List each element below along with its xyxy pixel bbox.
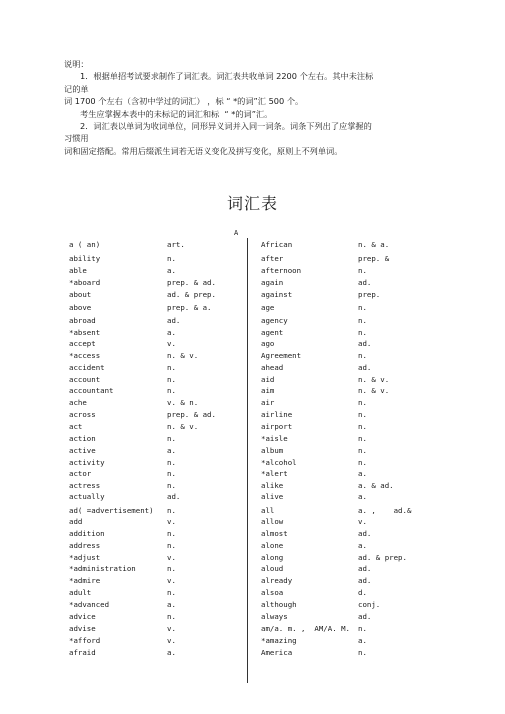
entry-word: about	[69, 290, 92, 299]
intro-line: 2．词汇表以单词为收词单位，同形异义词并入同一词条。词条下列出了应掌握的	[80, 121, 372, 132]
entry-part-of-speech: ad.	[358, 339, 372, 348]
entry-word: *adjust	[69, 553, 101, 562]
entry-word: agency	[261, 316, 288, 325]
intro-notes	[64, 58, 444, 157]
entry-word: *alcohol	[261, 458, 297, 467]
entry-part-of-speech: n.	[167, 254, 176, 263]
entry-word: aim	[261, 386, 275, 395]
entry-word: again	[261, 278, 284, 287]
entry-word: African	[261, 240, 293, 249]
entry-part-of-speech: a.	[358, 636, 367, 645]
entry-part-of-speech: v.	[358, 517, 367, 526]
entry-word: airport	[261, 422, 293, 431]
entry-word: accountant	[69, 386, 114, 395]
entry-part-of-speech: prep. & ad.	[167, 410, 216, 419]
entry-word: address	[69, 541, 101, 550]
entry-word: ago	[261, 339, 275, 348]
entry-part-of-speech: n.	[167, 375, 176, 384]
entry-part-of-speech: n.	[167, 386, 176, 395]
entry-part-of-speech: ad.	[358, 564, 372, 573]
entry-word: already	[261, 576, 293, 585]
intro-line: 习惯用	[64, 133, 89, 144]
entry-word: allow	[261, 517, 284, 526]
entry-part-of-speech: prep.	[358, 290, 381, 299]
section-letter: A	[234, 229, 239, 237]
entry-word: a ( an)	[69, 240, 101, 249]
entry-word: *aisle	[261, 434, 288, 443]
entry-word: adult	[69, 588, 92, 597]
entry-word: alsoa	[261, 588, 284, 597]
entry-part-of-speech: ad.	[358, 363, 372, 372]
entry-word: after	[261, 254, 284, 263]
entry-word: age	[261, 303, 275, 312]
entry-word: alike	[261, 481, 284, 490]
intro-line: 考生应掌握本表中的未标记的词汇和标 “ *的词”汇。	[80, 108, 273, 119]
entry-part-of-speech: a.	[167, 600, 176, 609]
entry-word: ahead	[261, 363, 284, 372]
entry-part-of-speech: v.	[167, 636, 176, 645]
entry-word: always	[261, 612, 288, 621]
entry-word: afternoon	[261, 266, 302, 275]
entry-word: activity	[69, 458, 105, 467]
entry-word: album	[261, 446, 284, 455]
entry-part-of-speech: n.	[358, 648, 367, 657]
entry-part-of-speech: v.	[167, 624, 176, 633]
entry-part-of-speech: n.	[167, 363, 176, 372]
entry-part-of-speech: n.	[358, 303, 367, 312]
entry-word: account	[69, 375, 101, 384]
entry-part-of-speech: n.	[167, 506, 176, 515]
entry-part-of-speech: n.	[167, 469, 176, 478]
entry-part-of-speech: a.	[167, 328, 176, 337]
entry-part-of-speech: a. & ad.	[358, 481, 394, 490]
entry-part-of-speech: a.	[358, 492, 367, 501]
entry-word: actress	[69, 481, 101, 490]
entry-part-of-speech: ad.	[358, 278, 372, 287]
entry-part-of-speech: a.	[167, 446, 176, 455]
column-divider	[247, 238, 248, 683]
entry-word: although	[261, 600, 297, 609]
entry-word: ache	[69, 398, 87, 407]
entry-word: airline	[261, 410, 293, 419]
entry-part-of-speech: a.	[358, 541, 367, 550]
entry-word: actually	[69, 492, 105, 501]
entry-word: alone	[261, 541, 284, 550]
entry-word: add	[69, 517, 83, 526]
entry-word: advise	[69, 624, 96, 633]
entry-part-of-speech: n.	[358, 351, 367, 360]
entry-word: action	[69, 434, 96, 443]
entry-part-of-speech: v.	[167, 517, 176, 526]
entry-word: am/a. m. , AM/A. M.	[261, 624, 350, 633]
entry-part-of-speech: n.	[358, 624, 367, 633]
entry-part-of-speech: n.	[167, 588, 176, 597]
entry-part-of-speech: ad.	[167, 316, 181, 325]
entry-word: *admire	[69, 576, 101, 585]
entry-part-of-speech: n. & v.	[358, 386, 390, 395]
entry-word: *advanced	[69, 600, 110, 609]
entry-part-of-speech: v. & n.	[167, 398, 199, 407]
entry-word: able	[69, 266, 87, 275]
entry-part-of-speech: n.	[167, 481, 176, 490]
entry-part-of-speech: ad. & prep.	[167, 290, 216, 299]
entry-word: alive	[261, 492, 284, 501]
entry-word: accept	[69, 339, 96, 348]
entry-word: almost	[261, 529, 288, 538]
entry-part-of-speech: n. & v.	[167, 351, 199, 360]
intro-line: 记的单	[64, 83, 89, 94]
entry-part-of-speech: v.	[167, 576, 176, 585]
entry-word: Agreement	[261, 351, 302, 360]
entry-part-of-speech: n.	[358, 266, 367, 275]
entry-part-of-speech: n.	[358, 458, 367, 467]
entry-part-of-speech: n.	[167, 541, 176, 550]
entry-word: across	[69, 410, 96, 419]
entry-part-of-speech: a.	[358, 469, 367, 478]
entry-part-of-speech: a. , ad.&	[358, 506, 412, 515]
entry-word: America	[261, 648, 293, 657]
intro-line: 1．根据单招考试要求制作了词汇表。词汇表共收单词 2200 个左右。其中未注标	[80, 71, 374, 82]
entry-word: agent	[261, 328, 284, 337]
entry-word: actor	[69, 469, 92, 478]
entry-part-of-speech: n.	[358, 316, 367, 325]
entry-word: *access	[69, 351, 101, 360]
entry-part-of-speech: a.	[167, 648, 176, 657]
entry-word: aloud	[261, 564, 284, 573]
entry-part-of-speech: n.	[167, 612, 176, 621]
entry-word: *alert	[261, 469, 288, 478]
entry-part-of-speech: n.	[358, 398, 367, 407]
entry-part-of-speech: ad. & prep.	[358, 553, 407, 562]
entry-part-of-speech: conj.	[358, 600, 381, 609]
entry-word: addition	[69, 529, 105, 538]
entry-word: *afford	[69, 636, 101, 645]
intro-heading: 说明：	[64, 59, 89, 69]
entry-part-of-speech: prep. & a.	[167, 303, 212, 312]
entry-part-of-speech: n.	[358, 422, 367, 431]
entry-part-of-speech: ad.	[358, 529, 372, 538]
entry-part-of-speech: art.	[167, 240, 185, 249]
entry-word: *amazing	[261, 636, 297, 645]
entry-word: ability	[69, 254, 101, 263]
entry-word: act	[69, 422, 83, 431]
entry-word: against	[261, 290, 293, 299]
entry-part-of-speech: d.	[358, 588, 367, 597]
entry-part-of-speech: a.	[167, 266, 176, 275]
entry-part-of-speech: n. & v.	[358, 375, 390, 384]
entry-word: accident	[69, 363, 105, 372]
entry-word: afraid	[69, 648, 96, 657]
entry-part-of-speech: n.	[167, 434, 176, 443]
entry-part-of-speech: prep. & ad.	[167, 278, 216, 287]
entry-word: *administration	[69, 564, 136, 573]
entry-word: active	[69, 446, 96, 455]
entry-part-of-speech: n.	[358, 446, 367, 455]
intro-line: 词和固定搭配。常用后缀派生词若无语义变化及拼写变化，原则上不列单词。	[64, 145, 343, 156]
entry-word: *aboard	[69, 278, 101, 287]
entry-word: along	[261, 553, 284, 562]
entry-word: ad( =advertisement)	[69, 506, 154, 515]
page-title: 词汇表	[226, 194, 278, 213]
entry-part-of-speech: n.	[358, 410, 367, 419]
entry-part-of-speech: ad.	[358, 576, 372, 585]
intro-line: 词 1700 个左右（含初中学过的词汇） ，标 “ *的词”汇 500 个。	[64, 96, 304, 107]
entry-word: *absent	[69, 328, 101, 337]
entry-word: aid	[261, 375, 275, 384]
entry-part-of-speech: n. & v.	[167, 422, 199, 431]
entry-part-of-speech: n. & a.	[358, 240, 390, 249]
entry-word: air	[261, 398, 275, 407]
entry-part-of-speech: n.	[167, 564, 176, 573]
entry-word: above	[69, 303, 92, 312]
entry-part-of-speech: prep. &	[358, 254, 390, 263]
entry-part-of-speech: v.	[167, 339, 176, 348]
entry-part-of-speech: v.	[167, 553, 176, 562]
entry-part-of-speech: n.	[167, 458, 176, 467]
entry-word: all	[261, 506, 275, 515]
entry-part-of-speech: ad.	[358, 612, 372, 621]
entry-part-of-speech: n.	[358, 328, 367, 337]
entry-part-of-speech: n.	[167, 529, 176, 538]
entry-word: abroad	[69, 316, 96, 325]
entry-part-of-speech: n.	[358, 434, 367, 443]
entry-word: advice	[69, 612, 96, 621]
entry-part-of-speech: ad.	[167, 492, 181, 501]
